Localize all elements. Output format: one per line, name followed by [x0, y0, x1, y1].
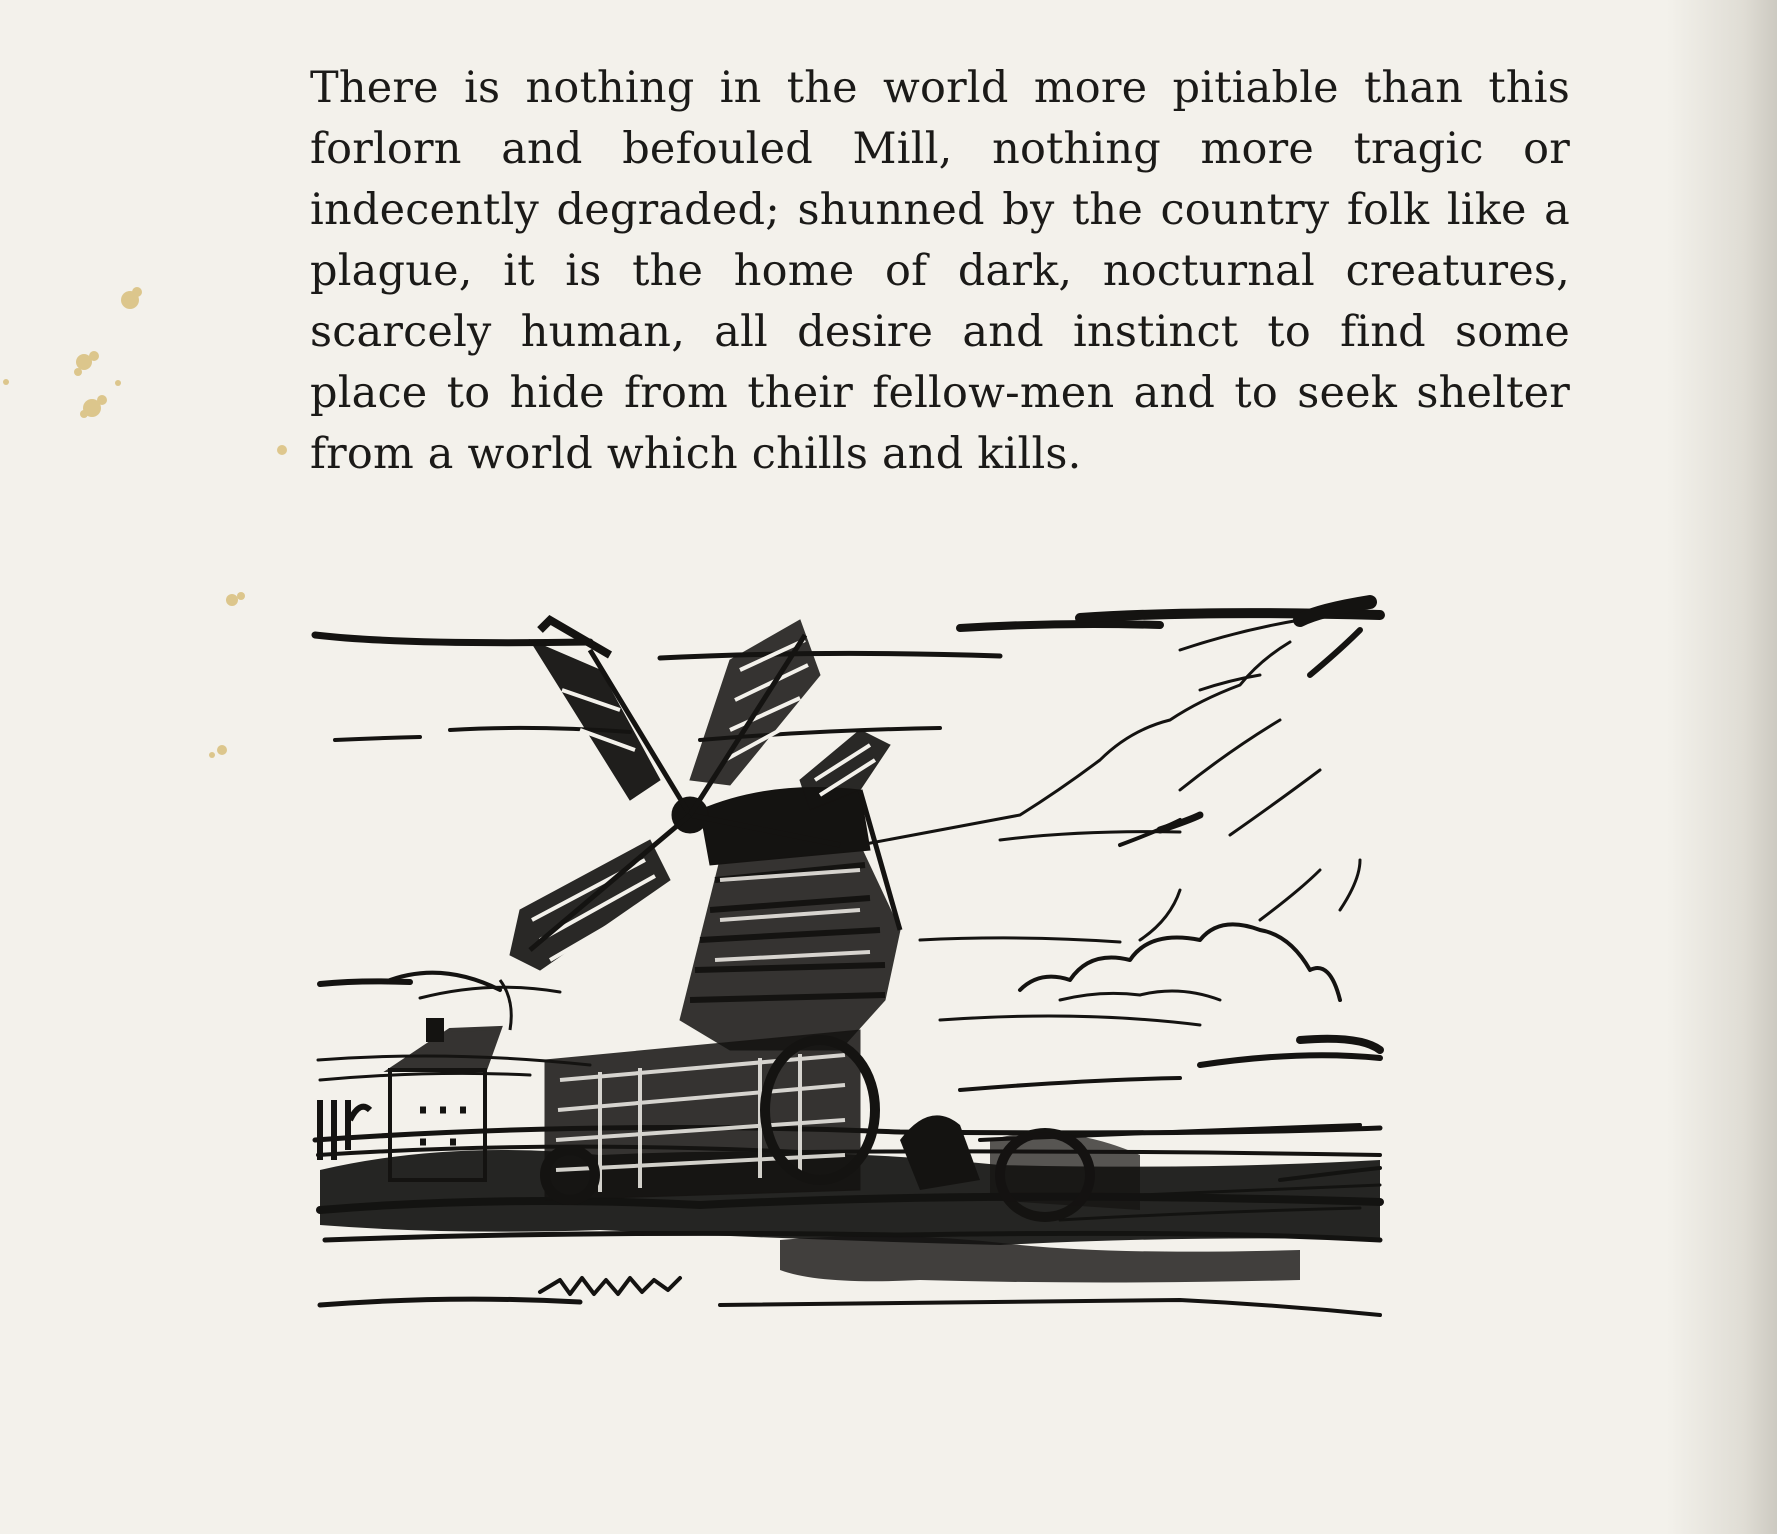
windmill-illustration: [300, 580, 1580, 1410]
body-paragraph: There is nothing in the world more pitiable than this forlorn and befouled Mill, nothing more tragic or indecently degraded; shunned by the country folk like a plague, it is the home of dark, nocturnal creatures, scarcely human, all desire and instinct to find some place to hide from their fellow-men and to seek shelter from a world which chills and kills.: [310, 63, 1570, 479]
page-edge-shadow: [1667, 0, 1777, 1534]
foxing-stains: [0, 0, 330, 800]
